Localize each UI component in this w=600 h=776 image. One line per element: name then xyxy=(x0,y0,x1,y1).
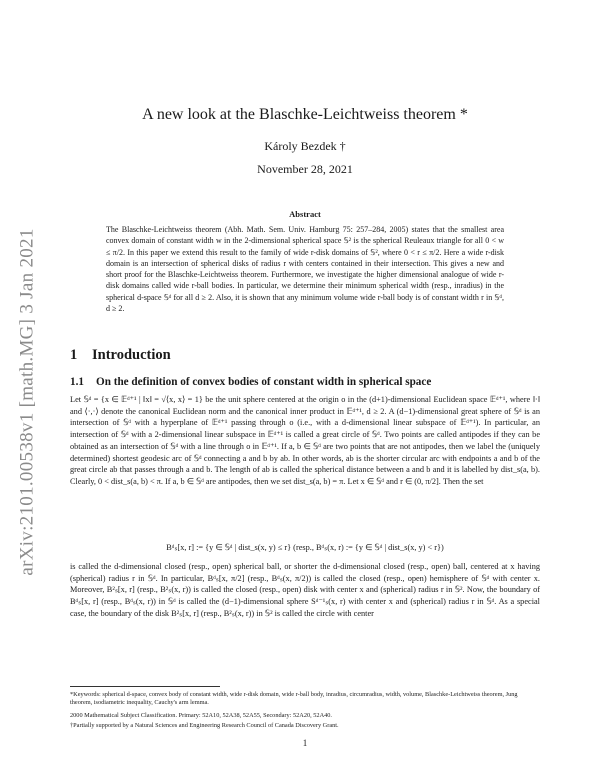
footnote-msc: 2000 Mathematical Subject Classification. Primary: 52A10, 52A38, 52A55, Secondary: 52A20, 52A40. xyxy=(70,712,332,719)
footnote-rule xyxy=(70,686,220,687)
body-paragraph-1: Let 𝕊ᵈ = {x ∈ 𝔼ᵈ⁺¹ | ‖x‖ = √⟨x, x⟩ = 1} be the unit sphere centered at the origin o in the (d+1)-dimensional Euclidean space 𝔼ᵈ⁺¹, where ‖·‖ and ⟨·,·⟩ denote the canonical Euclidean norm and the canonical inner product in 𝔼ᵈ⁺¹, d ≥ 2. A (d−1)-dimensional great sphere of 𝕊ᵈ is an intersection of 𝕊ᵈ with a hyperplane of 𝔼ᵈ⁺¹ passing through o (i.e., with a d-dimensional linear subspace of 𝔼ᵈ⁺¹). In particular, an intersection of 𝕊ᵈ with a 2-dimensional linear subspace in 𝔼ᵈ⁺¹ is called a great circle of 𝕊ᵈ. Two points are called antipodes if they can be obtained as an intersection of 𝕊ᵈ with a line through o in 𝔼ᵈ⁺¹. If a, b ∈ 𝕊ᵈ are two points that are not antipodes, then we label the (uniquely determined) shortest geodesic arc of 𝕊ᵈ connecting a and b by ab. In other words, ab is the shorter circular arc with endpoints a and b of the great circle ab that passes through a and b. The length of ab is called the spherical distance between a and b and it is labelled by dist_s(a, b). Clearly, 0 < dist_s(a, b) < π. If a, b ∈ 𝕊ᵈ are antipodes, then we set dist_s(a, b) = π. Let x ∈ 𝕊ᵈ and r ∈ (0, π/2]. Then the set xyxy=(70,395,540,486)
section-heading xyxy=(70,347,171,364)
footnote-keywords: *Keywords: spherical d-space, convex body of constant width, wide r-disk domain, wide r-ball body, inradius, circumradius, width, volume, Blaschke-Leichtweiss theorem, Jung theorem, isodiametric inequality, Cauchy's arm lemma. xyxy=(70,691,518,707)
page-number: 1 xyxy=(302,738,308,748)
abstract-heading: Abstract xyxy=(289,209,321,219)
subsection-number: 1.1 xyxy=(70,376,84,388)
arxiv-identifier-stamp xyxy=(6,222,50,582)
body-paragraph-2: is called the d-dimensional closed (resp., open) spherical ball, or shorter the d-dimensional closed (resp., open) ball, centered at x having (spherical) radius r in 𝕊ᵈ. In particular, Bᵈₛ[x, π/2] (resp., Bᵈₛ(x, π/2)) is called the closed (resp., open) hemisphere of 𝕊ᵈ with center x. Moreover, B²ₛ[x, r] (resp., B²ₛ(x, r)) is called the closed (resp., open) disk with center x and (spherical) radius r in 𝕊². Now, the boundary of Bᵈₛ[x, r] (resp., Bᵈₛ(x, r)) in 𝕊ᵈ is called the (d−1)-dimensional sphere Sᵈ⁻¹ₛ(x, r) with center x and (spherical) radius r in 𝕊ᵈ. As a special case, the boundary of the disk B²ₛ[x, r] (resp., B²ₛ(x, r)) in 𝕊² is called the circle with center xyxy=(70,562,540,618)
section-title: Introduction xyxy=(92,347,171,363)
arxiv-identifier-text: arXiv:2101.00538v1 [math.MG] 3 Jan 2021 xyxy=(17,228,39,576)
footnote-support: †Partially supported by a Natural Sciences and Engineering Research Council of Canada Discovery Grant. xyxy=(70,722,339,729)
subsection-title: On the definition of convex bodies of constant width in spherical space xyxy=(96,376,432,388)
subsection-heading xyxy=(70,376,431,388)
paper-title: A new look at the Blaschke-Leichtweiss theorem * xyxy=(142,106,468,123)
display-equation: Bᵈₛ[x, r] := {y ∈ 𝕊ᵈ | dist_s(x, y) ≤ r} (resp., Bᵈₛ(x, r) := {y ∈ 𝕊ᵈ | dist_s(x, y) < r}) xyxy=(166,543,444,552)
abstract-text: The Blaschke-Leichtweiss theorem (Abh. Math. Sem. Univ. Hamburg 75: 257–284, 2005) states that the smallest area convex domain of constant width w in the 2-dimensional spherical space 𝕊² is the spherical Reuleaux triangle for all 0 < w ≤ π/2. In this paper we extend this result to the family of wide r-disk domains of 𝕊², where 0 < r ≤ π/2. Here a wide r-disk domain is an intersection of spherical disks of radius r with centers contained in their intersection. This gives a new and short proof for the Blaschke-Leichtweiss theorem. Furthermore, we investigate the higher dimensional analogue of wide r-disk domains called wide r-ball bodies. In particular, we determine their minimum spherical width (resp., inradius) in the spherical d-space 𝕊ᵈ for all d ≥ 2. Also, it is shown that any minimum volume wide r-ball body is of constant width r in 𝕊ᵈ, d ≥ 2. xyxy=(106,225,504,314)
paper-date: November 28, 2021 xyxy=(257,162,353,176)
section-number: 1 xyxy=(70,347,78,363)
paper-author: Károly Bezdek † xyxy=(264,139,346,153)
